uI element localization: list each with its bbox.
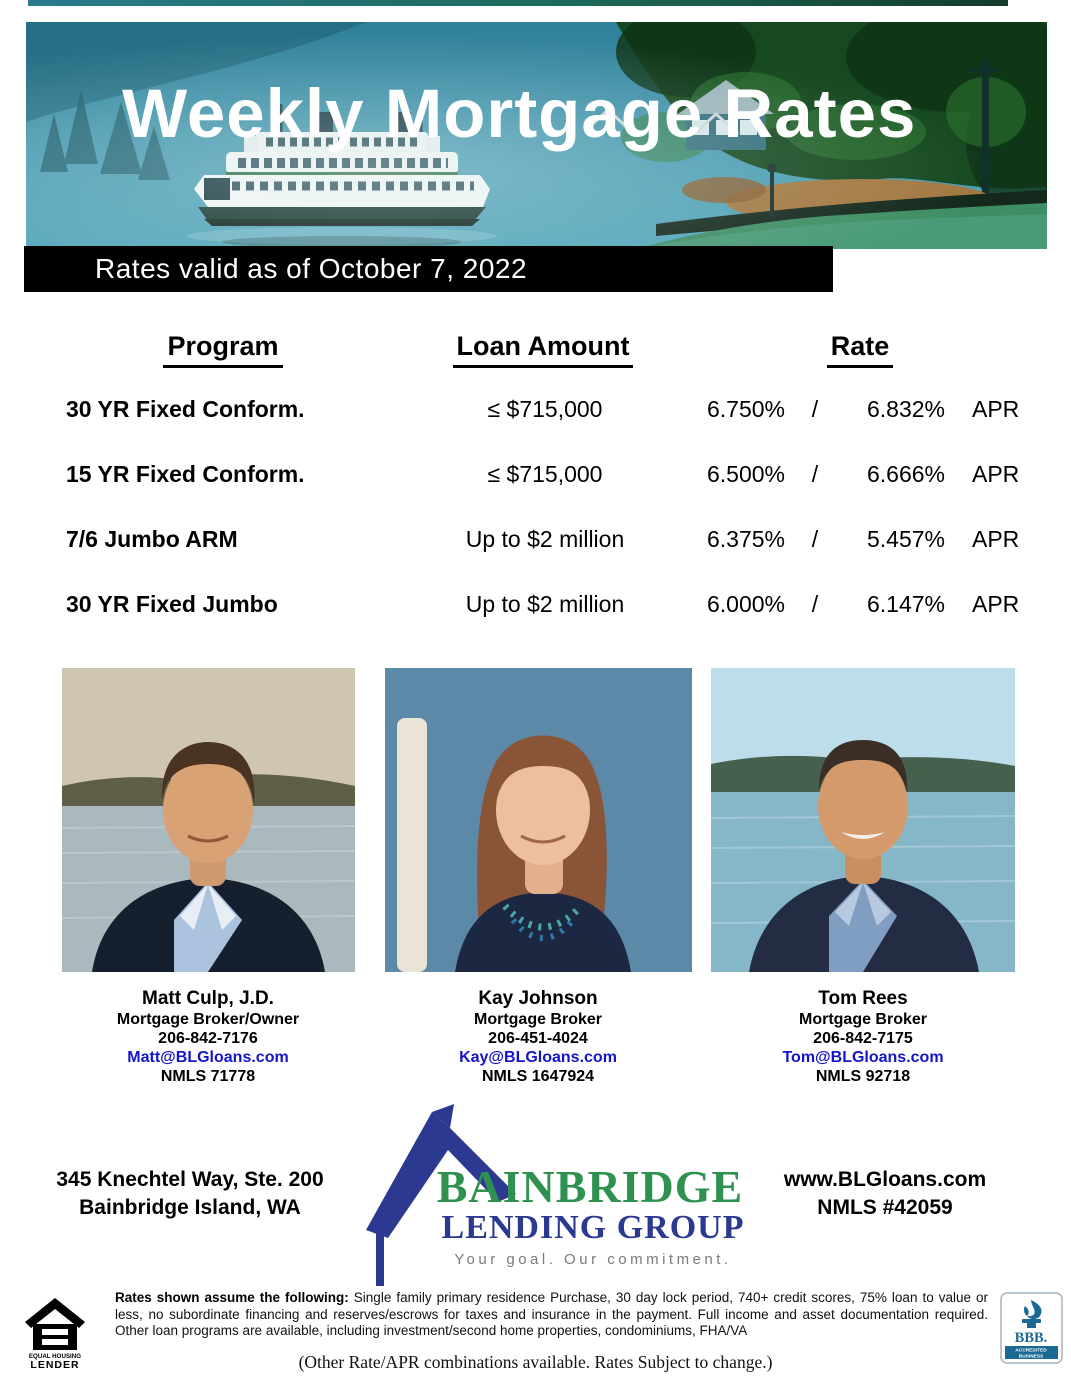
address-line-2: Bainbridge Island, WA (79, 1196, 301, 1219)
broker-name: Matt Culp, J.D. (142, 988, 274, 1009)
hero-banner (26, 22, 1047, 249)
interest-rate: 6.375% (706, 526, 785, 552)
rate-row-76-jumbo-arm (0, 526, 1071, 558)
broker-title: Mortgage Broker (473, 1011, 603, 1028)
apr-rate: 5.457% (866, 526, 945, 552)
broker-info-kay-johnson (388, 987, 688, 1086)
broker-nmls: NMLS 1647924 (481, 1068, 595, 1085)
rate-separator: / (811, 591, 819, 617)
validity-ribbon (24, 246, 833, 292)
company-website-link[interactable]: www.BLGloans.com (783, 1168, 987, 1191)
company-nmls: NMLS #42059 (817, 1196, 953, 1219)
company-web-info (760, 1166, 1010, 1222)
logo-company-name-line2: LENDING GROUP (441, 1209, 745, 1246)
interest-rate: 6.000% (706, 591, 785, 617)
interest-rate: 6.500% (706, 461, 785, 487)
column-header-program: Program (103, 331, 343, 368)
address-line-1: 345 Knechtel Way, Ste. 200 (56, 1168, 324, 1191)
company-tagline: Your goal. Our commitment. (454, 1251, 732, 1268)
apr-rate: 6.666% (866, 461, 945, 487)
loan-amount: ≤ $715,000 (487, 396, 603, 422)
apr-label: APR (972, 461, 1020, 487)
broker-info-tom-rees (713, 987, 1013, 1086)
bbb-accredited-business-icon (1000, 1292, 1063, 1364)
loan-amount: ≤ $715,000 (487, 461, 603, 487)
rate-separator: / (811, 396, 819, 422)
column-header-loan-amount: Loan Amount (423, 331, 663, 368)
logo-company-name: BAINBRIDGE (436, 1161, 744, 1212)
broker-email-link[interactable]: Tom@BLGloans.com (782, 1049, 944, 1066)
bbb-text: BBB. (1014, 1330, 1048, 1346)
broker-phone: 206-451-4024 (488, 1030, 588, 1047)
loan-amount: Up to $2 million (465, 591, 625, 617)
broker-title: Mortgage Broker (798, 1011, 928, 1028)
broker-phone: 206-842-7176 (158, 1030, 258, 1047)
equal-housing-text: EQUAL HOUSING (28, 1353, 82, 1360)
broker-title: Mortgage Broker/Owner (116, 1011, 300, 1028)
validity-text: Rates valid as of October 7, 2022 (95, 253, 528, 284)
broker-nmls: NMLS 92718 (815, 1068, 911, 1085)
rate-disclaimer (115, 1290, 988, 1340)
broker-phone: 206-842-7175 (813, 1030, 913, 1047)
rates-footnote: (Other Rate/APR combinations available. Rates Subject to change.) (298, 1352, 773, 1372)
program-name: 30 YR Fixed Conform. (66, 396, 305, 422)
column-header-rate: Rate (790, 331, 930, 368)
broker-name: Tom Rees (818, 988, 908, 1009)
rate-separator: / (811, 461, 819, 487)
bbb-accredited-text: ACCREDITED (1015, 1348, 1047, 1354)
interest-rate: 6.750% (706, 396, 785, 422)
equal-housing-lender-icon (25, 1298, 85, 1370)
rate-row-30yr-fixed-jumbo (0, 591, 1071, 623)
loan-amount: Up to $2 million (465, 526, 625, 552)
broker-email-link[interactable]: Matt@BLGloans.com (127, 1049, 289, 1066)
apr-rate: 6.147% (866, 591, 945, 617)
disclaimer-lead: Rates shown assume the following: (115, 1290, 349, 1305)
broker-nmls: NMLS 71778 (160, 1068, 256, 1085)
broker-photo-matt-culp (62, 668, 355, 972)
broker-email-link[interactable]: Kay@BLGloans.com (459, 1049, 617, 1066)
program-name: 30 YR Fixed Jumbo (66, 591, 278, 617)
disclaimer-body: Single family primary residence Purchase, 30 day lock period, 740+ credit scores, 75% loan to value or less, no subordinate financing and reserves/escrows for taxes and insurance in the payment. Full income and asset documentation required. Other loan programs are available, including investment/second home properties, condominiums, FHA/VA (115, 1290, 988, 1338)
bbb-business-text: BUSINESS (1018, 1354, 1044, 1360)
apr-label: APR (972, 591, 1020, 617)
apr-label: APR (972, 396, 1020, 422)
program-name: 15 YR Fixed Conform. (66, 461, 305, 487)
page-top-strip (28, 0, 1008, 6)
rate-row-30yr-fixed-conform (0, 396, 1071, 428)
broker-info-matt-culp (58, 987, 358, 1086)
broker-name: Kay Johnson (478, 988, 598, 1009)
rate-row-15yr-fixed-conform (0, 461, 1071, 493)
company-address (30, 1166, 350, 1222)
broker-photo-kay-johnson (385, 668, 692, 972)
broker-photo-tom-rees (711, 668, 1015, 972)
rate-separator: / (811, 526, 819, 552)
program-name: 7/6 Jumbo ARM (66, 526, 238, 552)
apr-rate: 6.832% (866, 396, 945, 422)
lender-text: LENDER (30, 1359, 80, 1370)
flyer-title: Weekly Mortgage Rates (122, 75, 917, 152)
apr-label: APR (972, 526, 1020, 552)
